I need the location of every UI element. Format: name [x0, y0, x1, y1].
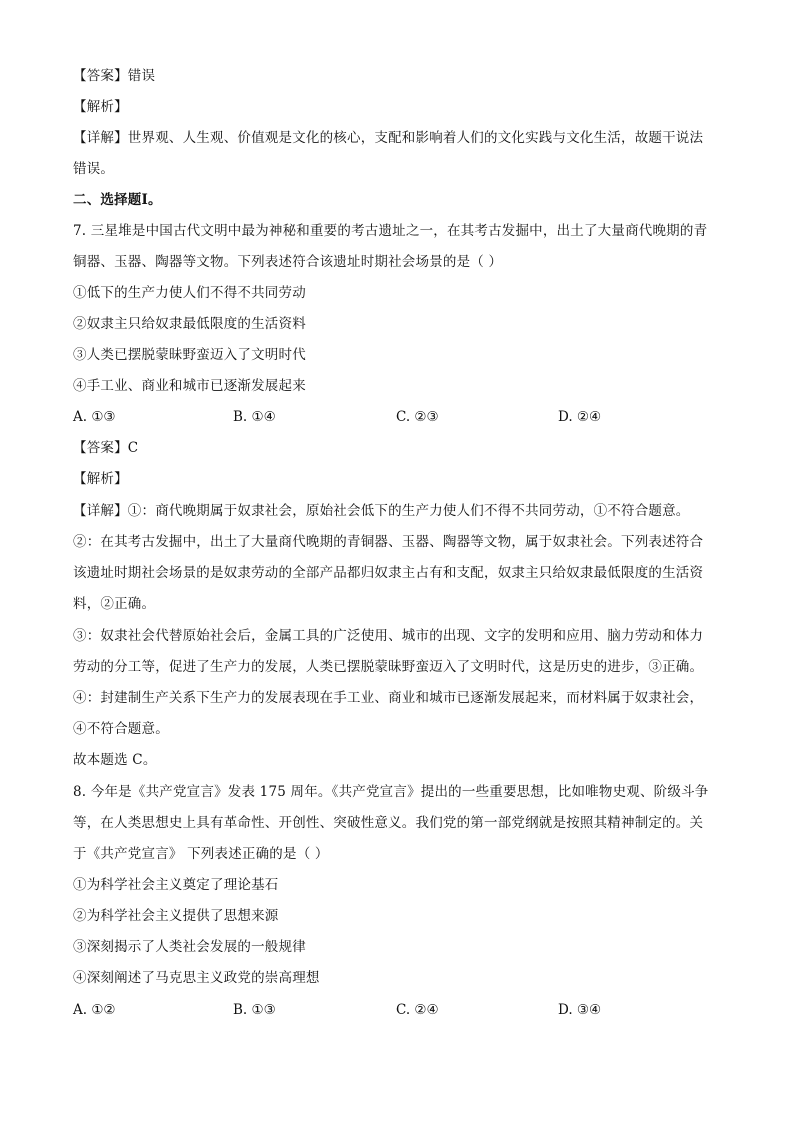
q6-detail-line-2: 错误。: [73, 161, 115, 177]
q8-option-c: C. ②④: [396, 1002, 439, 1018]
q7-option-c: C. ②③: [396, 409, 439, 425]
q7-item-4: ④手工业、商业和城市已逐渐发展起来: [73, 378, 306, 394]
q8-option-b: B. ①③: [233, 1002, 276, 1018]
q6-detail-line-1: 【详解】世界观、人生观、价值观是文化的核心，支配和影响着人们的文化实践与文化生活，故题干说法: [73, 130, 704, 146]
q8-item-3: ③深刻揭示了人类社会发展的一般规律: [73, 939, 306, 955]
q7-detail-line-8: ④不符合题意。: [73, 721, 169, 737]
q8-option-d: D. ③④: [558, 1002, 602, 1018]
q7-stem-line-2: 铜器、玉器、陶器等文物。下列表述符合该遗址时期社会场景的是（ ）: [73, 254, 503, 270]
q8-item-1: ①为科学社会主义奠定了理论基石: [73, 877, 279, 893]
q8-item-4: ④深刻阐述了马克思主义政党的崇高理想: [73, 970, 320, 986]
q7-option-a: A. ①③: [73, 409, 116, 425]
q7-option-d: D. ②④: [558, 409, 602, 425]
q8-stem-line-2: 等，在人类思想史上具有革命性、开创性、突破性意义。我们党的第一部党纲就是按照其精神制定的。关: [73, 815, 704, 831]
q6-answer: 【答案】错误: [73, 68, 156, 84]
q8-stem-line-1: 8. 今年是《共产党宣言》发表 175 周年。《共产党宣言》提出的一些重要思想，比如唯物史观、阶级斗争: [73, 784, 709, 800]
q8-item-2: ②为科学社会主义提供了思想来源: [73, 908, 279, 924]
q7-detail-line-5: ③：奴隶社会代替原始社会后，金属工具的广泛使用、城市的出现、文字的发明和应用、脑力劳动和体力: [73, 628, 704, 644]
q7-stem-line-1: 7. 三星堆是中国古代文明中最为神秘和重要的考古遗址之一，在其考古发掘中，出土了大量商代晚期的青: [73, 223, 708, 239]
q7-detail-line-1: 【详解】①：商代晚期属于奴隶社会，原始社会低下的生产力使人们不得不共同劳动，①不符合题意。: [73, 503, 690, 519]
q8-stem-line-3: 于《共产党宣言》 下列表述正确的是（ ）: [73, 846, 329, 862]
q7-detail-line-9: 故本题选 C。: [73, 752, 157, 768]
q7-item-3: ③人类已摆脱蒙昧野蛮迈入了文明时代: [73, 347, 306, 363]
q7-option-b: B. ①④: [233, 409, 276, 425]
section-title: 二、选择题Ⅰ。: [73, 192, 162, 208]
q7-answer: 【答案】C: [73, 440, 139, 456]
q8-option-a: A. ①②: [73, 1002, 116, 1018]
q7-detail-line-2: ②：在其考古发掘中，出土了大量商代晚期的青铜器、玉器、陶器等文物，属于奴隶社会。下列表述符合: [73, 534, 704, 550]
q7-item-2: ②奴隶主只给奴隶最低限度的生活资料: [73, 316, 306, 332]
q6-analysis: 【解析】: [73, 99, 128, 115]
q7-detail-line-7: ④：封建制生产关系下生产力的发展表现在手工业、商业和城市已逐渐发展起来，而材料属于奴隶社会，: [73, 690, 704, 706]
q7-detail-line-3: 该遗址时期社会场景的是奴隶劳动的全部产品都归奴隶主占有和支配，奴隶主只给奴隶最低限度的生活资: [73, 565, 704, 581]
q7-item-1: ①低下的生产力使人们不得不共同劳动: [73, 285, 306, 301]
q7-analysis: 【解析】: [73, 471, 128, 487]
q7-detail-line-6: 劳动的分工等，促进了生产力的发展，人类已摆脱蒙昧野蛮迈入了文明时代，这是历史的进步，③正确。: [73, 659, 704, 675]
q7-detail-line-4: 料，②正确。: [73, 596, 156, 612]
